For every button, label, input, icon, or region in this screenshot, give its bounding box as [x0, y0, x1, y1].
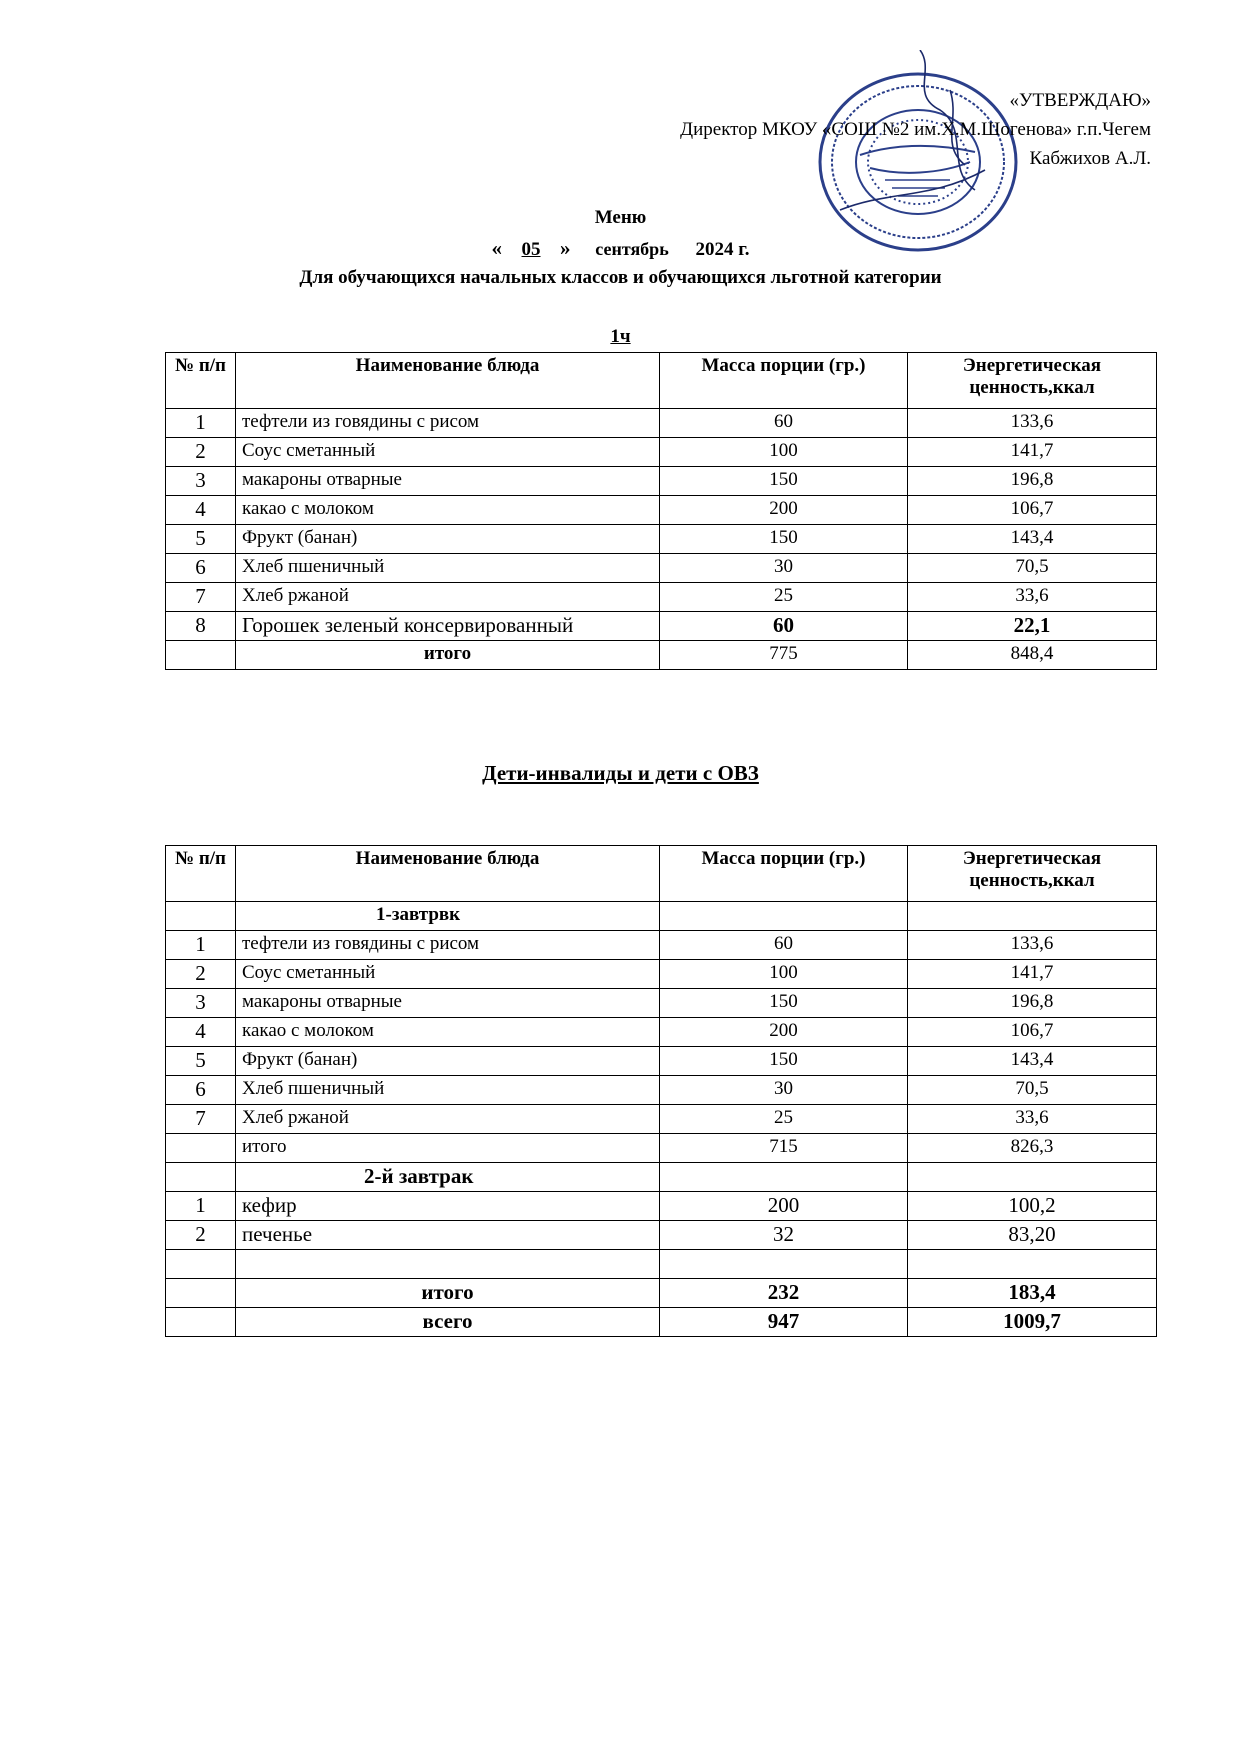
portion-mass: 25: [660, 583, 908, 612]
dish-name: Хлеб ржаной: [236, 583, 660, 612]
energy-value: 70,5: [908, 1076, 1157, 1105]
menu-date: [0, 236, 1241, 261]
date-year: 2024 г.: [695, 239, 750, 260]
energy-value: 33,6: [908, 583, 1157, 612]
table-row: [166, 525, 1157, 554]
subtotal-row-2: [166, 1279, 1157, 1308]
row-number: 6: [166, 554, 236, 583]
subtotal-label: итого: [236, 1279, 660, 1308]
dish-name: кефир: [236, 1192, 660, 1221]
approval-title: «УТВЕРЖДАЮ»: [1009, 90, 1151, 111]
energy-value: 106,7: [908, 1018, 1157, 1047]
dish-name: Хлеб пшеничный: [236, 1076, 660, 1105]
date-month: сентябрь: [595, 239, 669, 259]
portion-mass: 25: [660, 1105, 908, 1134]
col-header-dish: Наименование блюда: [236, 353, 660, 409]
energy-value: 100,2: [908, 1192, 1157, 1221]
menu-title: Меню: [594, 207, 647, 228]
dish-name: Фрукт (банан): [236, 525, 660, 554]
dish-name: Соус сметанный: [236, 960, 660, 989]
table-row: [166, 931, 1157, 960]
portion-mass: 200: [660, 1192, 908, 1221]
empty-cell: [166, 1250, 236, 1279]
row-number: 2: [166, 960, 236, 989]
row-number: 4: [166, 496, 236, 525]
energy-value: 22,1: [908, 612, 1157, 641]
row-number: 1: [166, 409, 236, 438]
row-number: 3: [166, 989, 236, 1018]
dish-name: тефтели из говядины с рисом: [236, 409, 660, 438]
energy-value: 133,6: [908, 409, 1157, 438]
energy-value: 133,6: [908, 931, 1157, 960]
table-row: [166, 1076, 1157, 1105]
dish-name: макароны отварные: [236, 989, 660, 1018]
row-number: 3: [166, 467, 236, 496]
empty-cell: [166, 1308, 236, 1337]
row-number: 7: [166, 583, 236, 612]
row-number: 5: [166, 525, 236, 554]
empty-cell: [908, 902, 1157, 931]
col-header-number: № п/п: [166, 353, 236, 409]
section-label: 2-й завтрак: [236, 1163, 660, 1192]
portion-mass: 60: [660, 612, 908, 641]
empty-cell: [166, 902, 236, 931]
table2-caption: Дети-инвалиды и дети с ОВЗ: [482, 761, 759, 785]
section-row-breakfast-1: [166, 902, 1157, 931]
table-row: [166, 989, 1157, 1018]
row-number: 2: [166, 438, 236, 467]
empty-cell: [660, 1163, 908, 1192]
row-number: 1: [166, 931, 236, 960]
portion-mass: 32: [660, 1221, 908, 1250]
date-close-quote: »: [560, 236, 571, 260]
empty-cell: [166, 1279, 236, 1308]
table1-caption: 1ч: [610, 326, 631, 347]
subtotal-energy: 183,4: [908, 1279, 1157, 1308]
energy-value: 196,8: [908, 467, 1157, 496]
energy-value: 141,7: [908, 438, 1157, 467]
total-energy: 848,4: [908, 641, 1157, 670]
table-row: [166, 467, 1157, 496]
row-number: 8: [166, 612, 236, 641]
total-label: итого: [236, 641, 660, 670]
dish-name: какао с молоком: [236, 496, 660, 525]
menu-table-special-needs: [165, 845, 1157, 1337]
menu-table-primary: [165, 352, 1157, 670]
row-number: 6: [166, 1076, 236, 1105]
empty-cell: [660, 1250, 908, 1279]
dish-name: Горошек зеленый консервированный: [236, 612, 660, 641]
dish-name: тефтели из говядины с рисом: [236, 931, 660, 960]
portion-mass: 100: [660, 438, 908, 467]
approval-block: [680, 86, 1151, 173]
total-mass: 775: [660, 641, 908, 670]
portion-mass: 150: [660, 467, 908, 496]
col-header-dish: Наименование блюда: [236, 846, 660, 902]
portion-mass: 30: [660, 554, 908, 583]
row-number: 4: [166, 1018, 236, 1047]
energy-value: 83,20: [908, 1221, 1157, 1250]
dish-name: Фрукт (банан): [236, 1047, 660, 1076]
energy-value: 33,6: [908, 1105, 1157, 1134]
portion-mass: 200: [660, 1018, 908, 1047]
subtotal-row-1: [166, 1134, 1157, 1163]
portion-mass: 150: [660, 1047, 908, 1076]
table-row: [166, 960, 1157, 989]
table-total-row: [166, 641, 1157, 670]
energy-value: 143,4: [908, 1047, 1157, 1076]
table-row: [166, 438, 1157, 467]
energy-value: 70,5: [908, 554, 1157, 583]
subtotal-mass: 715: [660, 1134, 908, 1163]
section-label: 1-завтрвк: [236, 902, 660, 931]
col-header-energy: Энергетическая ценность,ккал: [908, 846, 1157, 902]
table-row: [166, 554, 1157, 583]
dish-name: Хлеб пшеничный: [236, 554, 660, 583]
empty-cell: [908, 1163, 1157, 1192]
portion-mass: 100: [660, 960, 908, 989]
portion-mass: 60: [660, 931, 908, 960]
table-row: [166, 1192, 1157, 1221]
row-number: 7: [166, 1105, 236, 1134]
row-number: 2: [166, 1221, 236, 1250]
energy-value: 143,4: [908, 525, 1157, 554]
table-row: [166, 583, 1157, 612]
grand-total-row: [166, 1308, 1157, 1337]
subtotal-mass: 232: [660, 1279, 908, 1308]
date-day: 05: [521, 239, 541, 260]
table-row: [166, 612, 1157, 641]
energy-value: 196,8: [908, 989, 1157, 1018]
table-row: [166, 1047, 1157, 1076]
table-row: [166, 1105, 1157, 1134]
total-number-cell: [166, 641, 236, 670]
empty-cell: [166, 1134, 236, 1163]
empty-cell: [660, 902, 908, 931]
table-row: [166, 409, 1157, 438]
dish-name: какао с молоком: [236, 1018, 660, 1047]
table-header-row: [166, 846, 1157, 902]
approval-position: Директор МКОУ «СОШ №2 им.Х.М.Шогенова» г.п.Чегем: [680, 119, 1151, 140]
table-header-row: [166, 353, 1157, 409]
approval-signatory: Кабжихов А.Л.: [1029, 148, 1151, 169]
col-header-number: № п/п: [166, 846, 236, 902]
dish-name: печенье: [236, 1221, 660, 1250]
grand-total-energy: 1009,7: [908, 1308, 1157, 1337]
portion-mass: 200: [660, 496, 908, 525]
date-open-quote: «: [491, 236, 503, 260]
row-number: 5: [166, 1047, 236, 1076]
col-header-mass: Масса порции (гр.): [660, 846, 908, 902]
grand-total-mass: 947: [660, 1308, 908, 1337]
empty-cell: [236, 1250, 660, 1279]
dish-name: макароны отварные: [236, 467, 660, 496]
portion-mass: 150: [660, 989, 908, 1018]
grand-total-label: всего: [236, 1308, 660, 1337]
table-row: [166, 496, 1157, 525]
row-number: 1: [166, 1192, 236, 1221]
dish-name: Соус сметанный: [236, 438, 660, 467]
subtotal-label: итого: [236, 1134, 660, 1163]
empty-cell: [166, 1163, 236, 1192]
energy-value: 141,7: [908, 960, 1157, 989]
portion-mass: 30: [660, 1076, 908, 1105]
dish-name: Хлеб ржаной: [236, 1105, 660, 1134]
empty-row: [166, 1250, 1157, 1279]
section-row-breakfast-2: [166, 1163, 1157, 1192]
portion-mass: 60: [660, 409, 908, 438]
energy-value: 106,7: [908, 496, 1157, 525]
col-header-mass: Масса порции (гр.): [660, 353, 908, 409]
portion-mass: 150: [660, 525, 908, 554]
table-row: [166, 1018, 1157, 1047]
col-header-energy: Энергетическая ценность,ккал: [908, 353, 1157, 409]
subtotal-energy: 826,3: [908, 1134, 1157, 1163]
empty-cell: [908, 1250, 1157, 1279]
table-row: [166, 1221, 1157, 1250]
menu-subtitle: Для обучающихся начальных классов и обучающихся льготной категории: [299, 267, 942, 288]
